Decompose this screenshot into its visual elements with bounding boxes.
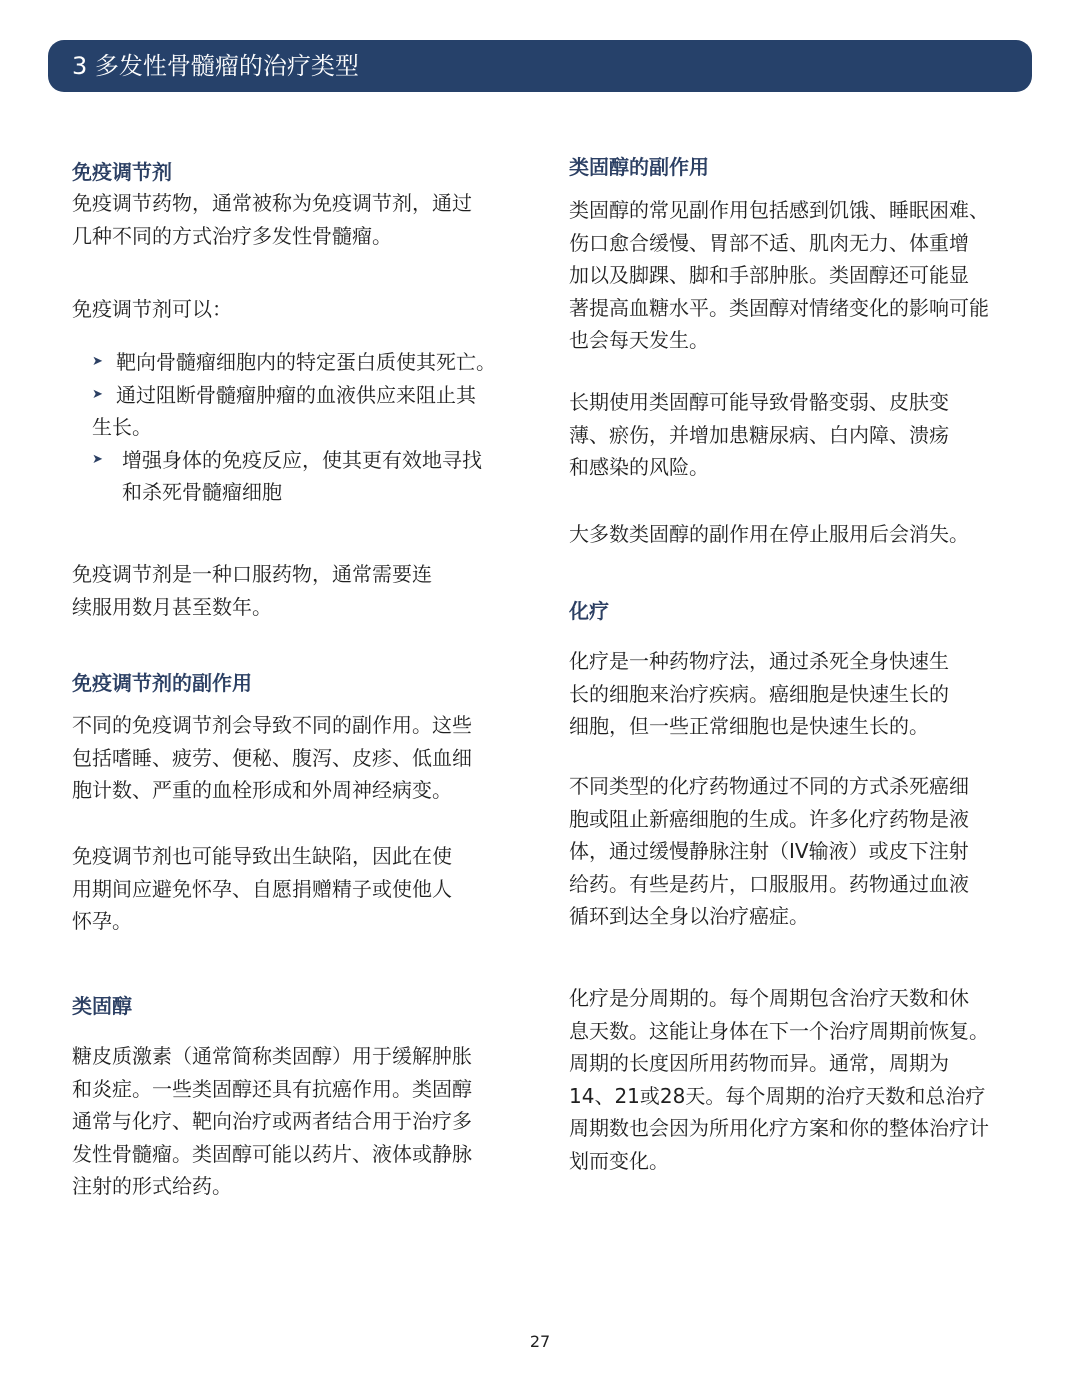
paragraph-steroids (72, 1040, 472, 1203)
text-line: 免疫调节剂可以： (72, 297, 232, 321)
page-number: 27 (529, 1332, 551, 1351)
text-line: 不同的免疫调节剂会导致不同的副作用。这些 (72, 713, 472, 737)
paragraph-immuno-side-1 (72, 709, 472, 807)
paragraph-steroid-side-3 (569, 518, 969, 551)
heading-chemotherapy: 化疗 (569, 599, 609, 623)
text-line: 息天数。这能让身体在下一个治疗周期前恢复。 (569, 1018, 989, 1043)
section-header-bar (48, 40, 1032, 92)
heading-steroid-side-effects: 类固醇的副作用 (569, 155, 709, 179)
text-line: 著提高血糖水平。类固醇对情绪变化的影响可能 (569, 295, 989, 320)
text-line: 通常与化疗、靶向治疗或两者结合用于治疗多 (72, 1109, 472, 1133)
text-line: 也会每天发生。 (569, 328, 709, 352)
chevron-right-icon: ➤ (92, 452, 103, 467)
section-title: 3 多发性骨髓瘤的治疗类型 (72, 52, 359, 80)
text-line: 胞计数、严重的血栓形成和外周神经病变。 (72, 778, 452, 802)
text-line: 长的细胞来治疗疾病。癌细胞是快速生长的 (569, 681, 949, 706)
text-line: 循环到达全身以治疗癌症。 (569, 904, 809, 928)
paragraph-steroid-side-2 (569, 386, 949, 484)
text-line: 细胞，但一些正常细胞也是快速生长的。 (569, 714, 929, 738)
text-line: 几种不同的方式治疗多发性骨髓瘤。 (72, 223, 392, 248)
paragraph-immuno-intro (72, 187, 472, 252)
text-line: 化疗是分周期的。每个周期包含治疗天数和休 (569, 986, 969, 1010)
text-line: 化疗是一种药物疗法，通过杀死全身快速生 (569, 649, 949, 673)
text-line: 划而变化。 (569, 1148, 669, 1173)
text-line: 糖皮质激素（通常简称类固醇）用于缓解肿胀 (72, 1044, 472, 1068)
text-line: 14、21或28天。每个周期的治疗天数和总治疗 (569, 1083, 986, 1108)
list-item-text: 通过阻断骨髓瘤肿瘤的血液供应来阻止其 (116, 383, 476, 407)
text-line: 薄、瘀伤，并增加患糖尿病、白内障、溃疡 (569, 422, 949, 447)
text-line: 和炎症。一些类固醇还具有抗癌作用。类固醇 (72, 1076, 472, 1101)
text-line: 注射的形式给药。 (72, 1174, 232, 1198)
paragraph-immuno-can (72, 293, 232, 326)
text-line: 类固醇的常见副作用包括感到饥饿、睡眠困难、 (569, 198, 989, 222)
text-line: 加以及脚踝、脚和手部肿胀。类固醇还可能显 (569, 263, 969, 287)
text-line: 大多数类固醇的副作用在停止服用后会消失。 (569, 522, 969, 546)
list-item-text: 生长。 (92, 415, 152, 439)
chevron-right-icon: ➤ (92, 387, 103, 402)
text-line: 发性骨髓瘤。类固醇可能以药片、液体或静脉 (72, 1141, 472, 1166)
text-line: 给药。有些是药片，口服服用。药物通过血液 (569, 871, 969, 896)
text-line: 体，通过缓慢静脉注射（IV输液）或皮下注射 (569, 839, 969, 863)
paragraph-chemo-3 (569, 982, 989, 1177)
paragraph-chemo-2 (569, 770, 969, 933)
text-line: 免疫调节剂也可能导致出生缺陷，因此在使 (72, 844, 452, 868)
list-item-text: 增强身体的免疫反应，使其更有效地寻找 (122, 448, 482, 472)
text-line: 包括嗜睡、疲劳、便秘、腹泻、皮疹、低血细 (72, 745, 472, 770)
text-line: 周期数也会因为所用化疗方案和你的整体治疗计 (569, 1116, 989, 1140)
text-line: 伤口愈合缓慢、胃部不适、肌肉无力、体重增 (569, 230, 969, 255)
text-line: 免疫调节剂是一种口服药物，通常需要连 (72, 562, 432, 586)
heading-steroids: 类固醇 (72, 994, 132, 1018)
paragraph-immuno-side-2 (72, 840, 452, 938)
text-line: 用期间应避免怀孕、自愿捐赠精子或使他人 (72, 876, 452, 901)
text-line: 和感染的风险。 (569, 455, 709, 479)
text-line: 续服用数月甚至数年。 (72, 594, 272, 619)
text-line: 不同类型的化疗药物通过不同的方式杀死癌细 (569, 774, 969, 798)
list-item-text: 和杀死骨髓瘤细胞 (122, 480, 282, 504)
chevron-right-icon: ➤ (92, 354, 103, 369)
text-line: 胞或阻止新癌细胞的生成。许多化疗药物是液 (569, 806, 969, 831)
text-line: 免疫调节药物，通常被称为免疫调节剂，通过 (72, 191, 472, 215)
text-line: 周期的长度因所用药物而异。通常，周期为 (569, 1051, 949, 1075)
list-item-text: 靶向骨髓瘤细胞内的特定蛋白质使其死亡。 (116, 350, 496, 374)
text-line: 怀孕。 (72, 909, 132, 933)
text-line: 长期使用类固醇可能导致骨骼变弱、皮肤变 (569, 390, 949, 414)
paragraph-immuno-oral (72, 558, 432, 623)
heading-immunomodulators: 免疫调节剂 (72, 160, 172, 184)
heading-immuno-side-effects: 免疫调节剂的副作用 (72, 671, 252, 695)
paragraph-steroid-side-1 (569, 194, 989, 357)
paragraph-chemo-1 (569, 645, 949, 743)
